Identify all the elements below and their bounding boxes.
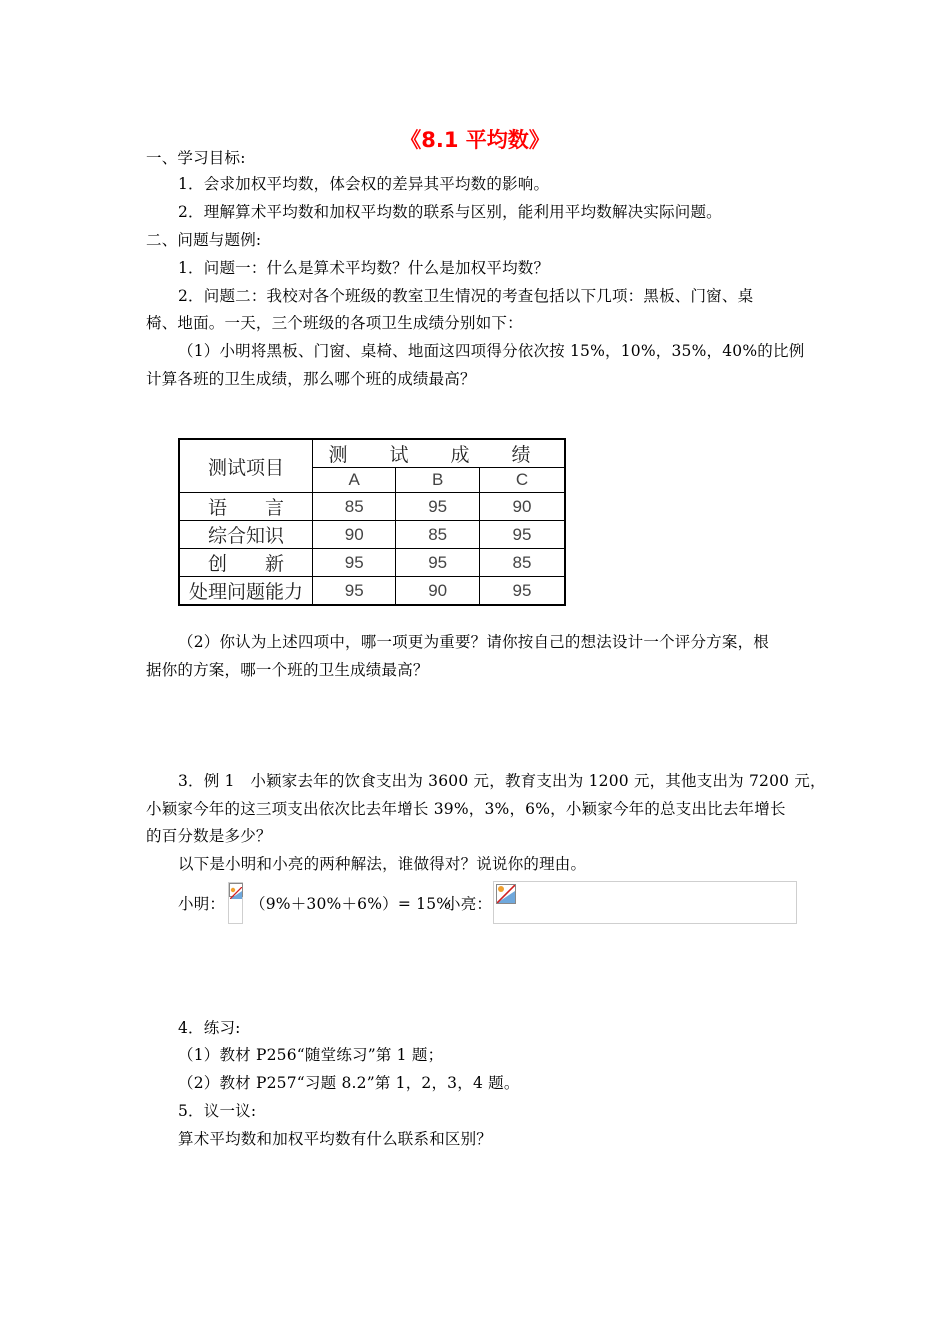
header-item: 测试项目 xyxy=(179,439,313,493)
broken-image-icon xyxy=(229,883,243,897)
score-cell: 90 xyxy=(313,521,396,549)
column-header: B xyxy=(396,468,479,493)
score-cell: 95 xyxy=(313,549,396,577)
page-title: 《8.1 平均数》 xyxy=(400,128,550,152)
xiaoming-label: 小明： xyxy=(178,895,226,913)
score-cell: 95 xyxy=(396,493,479,521)
question-2-line-2: 椅、地面。一天，三个班级的各项卫生成绩分别如下： xyxy=(146,314,523,332)
header-group: 测 试 成 绩 xyxy=(313,439,566,468)
score-cell: 95 xyxy=(479,577,565,606)
xiaoliang-image xyxy=(493,881,797,924)
question-1: 1．问题一：什么是算术平均数？什么是加权平均数？ xyxy=(178,259,550,277)
row-label: 创 新 xyxy=(179,549,313,577)
discussion-question: 算术平均数和加权平均数有什么联系和区别？ xyxy=(178,1130,493,1148)
scores-table xyxy=(178,438,566,606)
score-cell: 95 xyxy=(313,577,396,606)
part-1-line-1: （1）小明将黑板、门窗、桌椅、地面这四项得分依次按 15%，10%，35%，40%的比例 xyxy=(178,342,805,360)
xiaoliang-label: 小亮： xyxy=(445,895,493,913)
example-line-1: 3．例 1 小颖家去年的饮食支出为 3600 元，教育支出为 1200 元，其他支出为 7200 元， xyxy=(178,772,826,790)
part-2-line-2: 据你的方案，哪一个班的卫生成绩最高？ xyxy=(146,661,429,679)
goal-2: 2．理解算术平均数和加权平均数的联系与区别，能利用平均数解决实际问题。 xyxy=(178,203,722,221)
question-2-line-1: 2．问题二：我校对各个班级的教室卫生情况的考查包括以下几项：黑板、门窗、桌 xyxy=(178,287,754,305)
xiaoming-image xyxy=(228,882,243,924)
goal-1: 1．会求加权平均数，体会权的差异其平均数的影响。 xyxy=(178,175,550,193)
table-row xyxy=(179,521,565,549)
xiaoming-formula: （9%＋30%＋6%）= 15% xyxy=(250,895,452,913)
exercise-1: （1）教材 P256“随堂练习”第 1 题； xyxy=(178,1046,444,1064)
row-label: 综合知识 xyxy=(179,521,313,549)
score-cell: 85 xyxy=(479,549,565,577)
score-cell: 95 xyxy=(479,521,565,549)
score-cell: 85 xyxy=(313,493,396,521)
row-label: 处理问题能力 xyxy=(179,577,313,606)
part-1-line-2: 计算各班的卫生成绩，那么哪个班的成绩最高？ xyxy=(146,370,476,388)
score-cell: 95 xyxy=(396,549,479,577)
table-row xyxy=(179,493,565,521)
example-line-3: 的百分数是多少？ xyxy=(146,827,272,845)
score-cell: 85 xyxy=(396,521,479,549)
example-line-4: 以下是小明和小亮的两种解法，谁做得对？说说你的理由。 xyxy=(178,855,587,873)
score-cell: 90 xyxy=(479,493,565,521)
example-line-2: 小颖家今年的这三项支出依次比去年增长 39%，3%，6%，小颖家今年的总支出比去年增长 xyxy=(146,800,786,818)
score-cell: 90 xyxy=(396,577,479,606)
section-heading-goals: 一、学习目标: xyxy=(146,149,246,167)
column-header: A xyxy=(313,468,396,493)
part-2-line-1: （2）你认为上述四项中，哪一项更为重要？请你按自己的想法设计一个评分方案，根 xyxy=(178,633,769,651)
exercise-2: （2）教材 P257“习题 8.2”第 1，2，3，4 题。 xyxy=(178,1074,520,1092)
table-row xyxy=(179,577,565,606)
broken-image-icon xyxy=(496,884,516,904)
table-row xyxy=(179,549,565,577)
column-header: C xyxy=(479,468,565,493)
section-heading-problems: 二、问题与题例: xyxy=(146,231,262,249)
row-label: 语 言 xyxy=(179,493,313,521)
exercise-heading: 4．练习: xyxy=(178,1019,241,1037)
discussion-heading: 5．议一议: xyxy=(178,1102,257,1120)
